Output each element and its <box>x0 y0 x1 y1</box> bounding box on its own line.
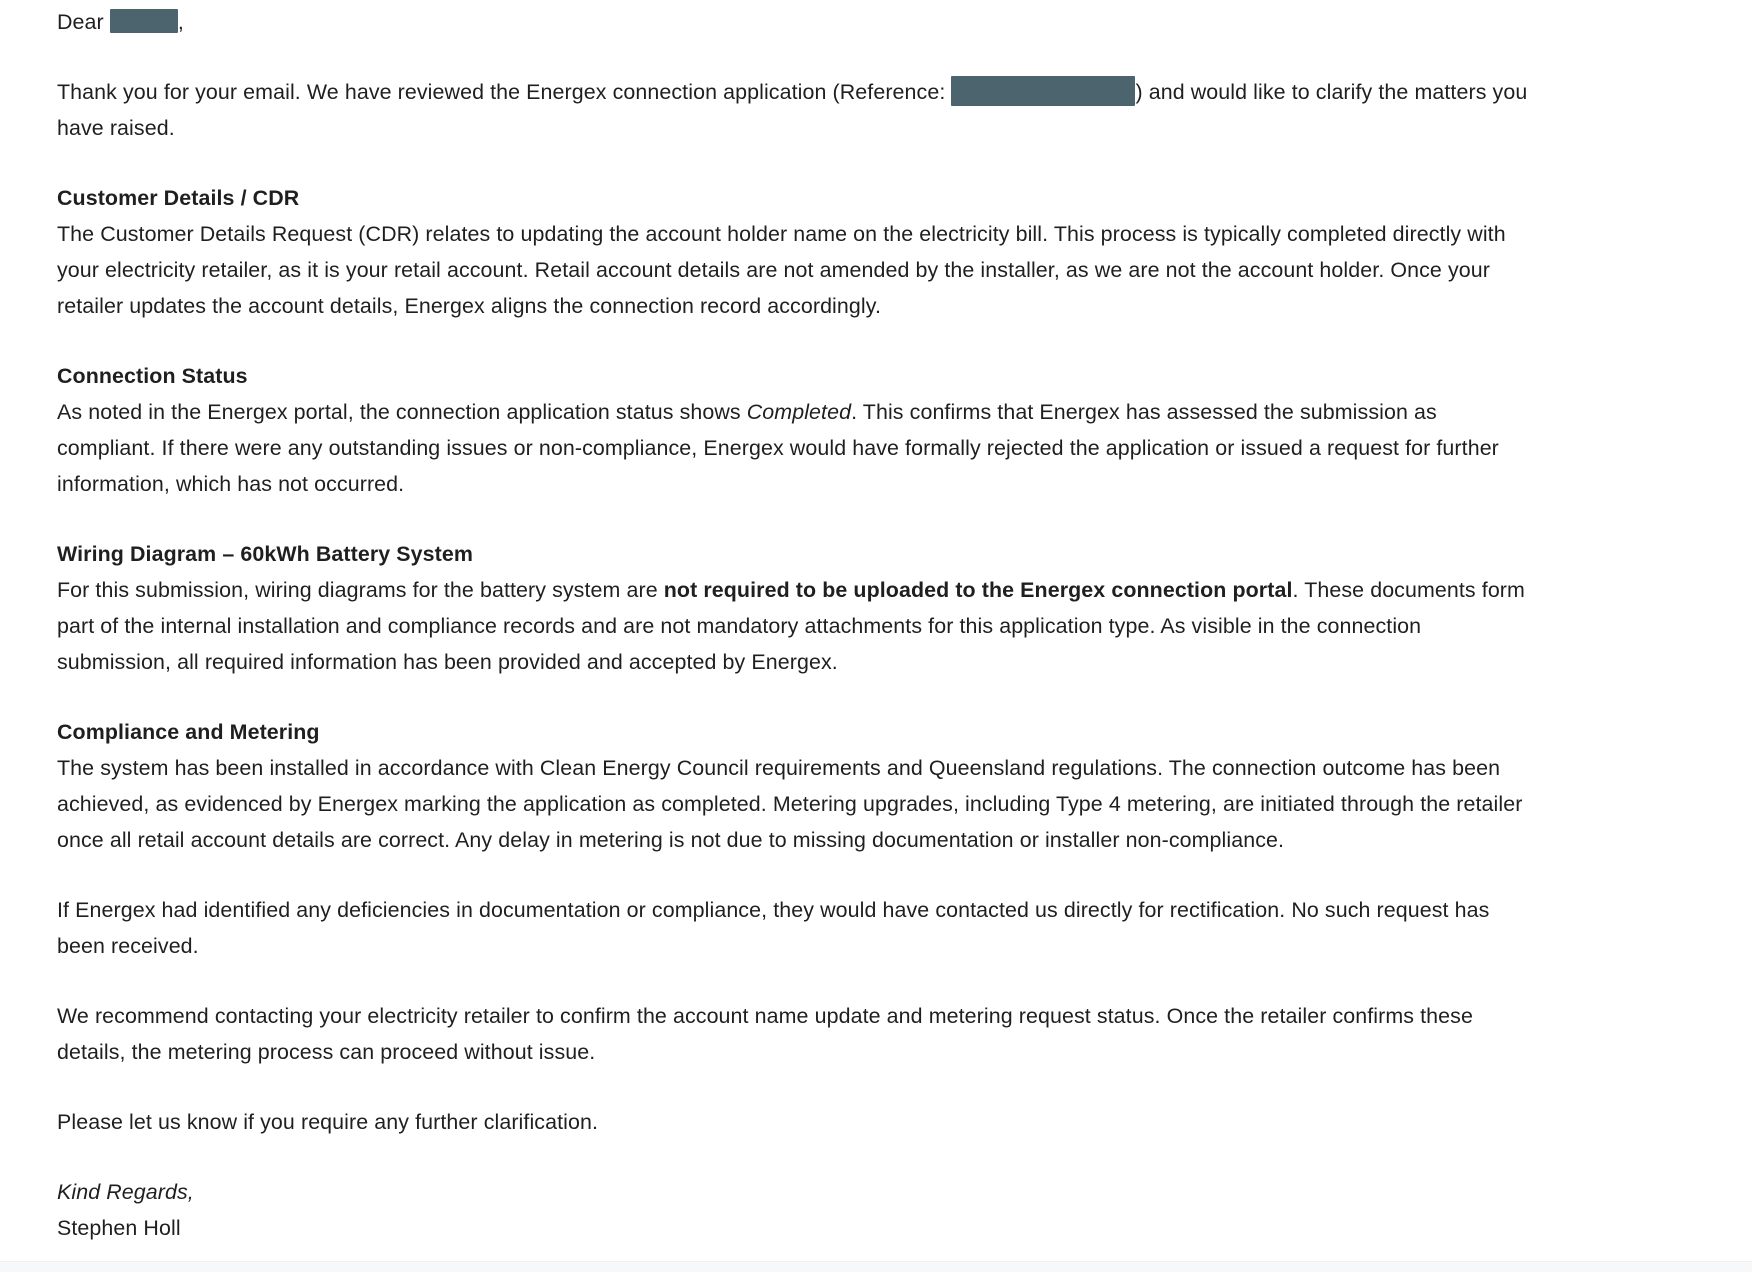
text-run: The Customer Details Request (CDR) relates to updating the account holder name on the electricity bill. This process is typically completed directly with your electricity retailer, as it is your retail account. Retail account details are not amended by the installer, as we are not the account holder. Once your retailer updates the account details, Energex aligns the connection record accordingly. <box>57 222 1506 318</box>
recommendation-paragraph <box>57 998 1538 1070</box>
section-compliance-metering <box>57 714 1538 858</box>
closing-paragraph <box>57 1104 1538 1140</box>
deficiencies-paragraph <box>57 892 1538 964</box>
text-run: Completed <box>746 400 852 424</box>
text-run: If Energex had identified any deficiencies in documentation or compliance, they would have contacted us directly for rectification. No such request has been received. <box>57 898 1490 958</box>
section-customer-details <box>57 180 1538 324</box>
text-run: Please let us know if you require any further clarification. <box>57 1110 599 1134</box>
viewport-bottom-strip <box>0 1261 1752 1272</box>
section-heading: Connection Status <box>57 364 248 388</box>
sign-off <box>57 1174 1538 1210</box>
email-body <box>57 0 1538 1246</box>
text-run: For this submission, wiring diagrams for the battery system are <box>57 578 664 602</box>
text-run: , <box>177 10 184 34</box>
section-connection-status <box>57 358 1538 502</box>
text-run: Thank you for your email. We have reviewed the Energex connection application (Reference: <box>57 80 952 104</box>
text-run: . This confirms that Energex has assessed the submission as compliant. If there were any outstanding issues or non-compliance, Energex would have formally rejected the application or issued a request for further information, which has not occurred. <box>57 400 1499 496</box>
redaction-box <box>951 76 1135 106</box>
intro-paragraph <box>57 74 1538 146</box>
text-run: . These documents form part of the internal installation and compliance records and are not mandatory attachments for this application type. As visible in the connection submission, all required information has been provided and accepted by Energex. <box>57 578 1525 674</box>
text-run: Kind Regards, <box>57 1180 194 1204</box>
text-run: The system has been installed in accordance with Clean Energy Council requirements and Queensland regulations. The connection outcome has been achieved, as evidenced by Energex marking the application as completed. Metering upgrades, including Type 4 metering, are initiated through the retailer once all retail account details are correct. Any delay in metering is not due to missing documentation or installer non-compliance. <box>57 756 1523 852</box>
text-run: Stephen Holl <box>57 1216 181 1240</box>
section-wiring-diagram <box>57 536 1538 680</box>
text-run: not required to be uploaded to the Energex connection portal <box>663 578 1293 602</box>
salutation <box>57 4 1538 40</box>
section-heading: Compliance and Metering <box>57 720 320 744</box>
text-run: ) and would like to clarify the matters you have raised. <box>57 80 1528 140</box>
text-run: As noted in the Energex portal, the connection application status shows <box>57 400 747 424</box>
text-run: Dear <box>57 10 110 34</box>
section-heading: Customer Details / CDR <box>57 186 300 210</box>
signature-cutoff <box>57 1210 1538 1246</box>
text-run: We recommend contacting your electricity retailer to confirm the account name update and metering request status. Once the retailer confirms these details, the metering process can proceed without issue. <box>57 1004 1473 1064</box>
redaction-box <box>110 9 178 33</box>
section-heading: Wiring Diagram – 60kWh Battery System <box>57 542 474 566</box>
